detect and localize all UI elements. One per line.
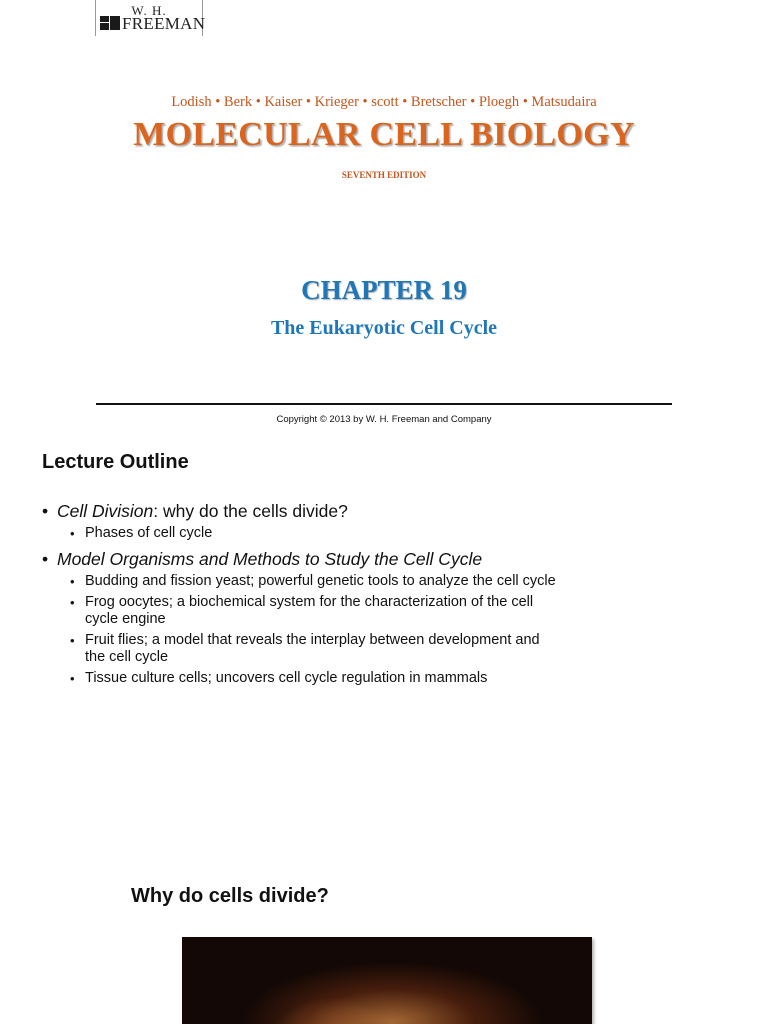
logo-line1: W. H. <box>131 3 167 18</box>
bullet: • <box>42 501 49 521</box>
bullet: • <box>70 633 75 648</box>
outline-subitem-text: Fruit flies; a model that reveals the interplay between development and the cell cycle <box>85 632 540 665</box>
outline-subitem <box>70 573 562 590</box>
slide3-title: Why do cells divide? <box>131 885 329 907</box>
outline-list <box>42 500 562 693</box>
outline-subitem <box>70 525 562 542</box>
chapter-number: CHAPTER 19 <box>301 275 467 305</box>
outline-subitem-text: Frog oocytes; a biochemical system for the characterization of the cell cycle engine <box>85 594 534 627</box>
outline-subitem <box>70 594 562 628</box>
bullet: • <box>70 671 75 686</box>
outline-subitem-text: Budding and fission yeast; powerful genetic tools to analyze the cell cycle <box>85 573 556 589</box>
outline-subitem <box>70 670 562 687</box>
outline-item-text: : why do the cells divide? <box>153 501 348 521</box>
bullet: • <box>70 574 75 589</box>
copyright: Copyright © 2013 by W. H. Freeman and Company <box>276 414 492 425</box>
divider <box>96 403 672 405</box>
outline-item-emphasis: Model Organisms and Methods to Study the Cell Cycle <box>57 549 483 569</box>
outline-item <box>42 548 562 570</box>
outline-subitem-text: Tissue culture cells; uncovers cell cycle regulation in mammals <box>85 670 488 686</box>
outline-title: Lecture Outline <box>42 451 189 473</box>
chapter-title: The Eukaryotic Cell Cycle <box>270 317 498 339</box>
authors: Lodish • Berk • Kaiser • Krieger • scott • Bretscher • Ploegh • Matsudaira <box>171 94 597 110</box>
bullet: • <box>70 526 75 541</box>
freeman-mark-icon <box>100 16 120 30</box>
outline-item <box>42 500 562 522</box>
publisher-logo <box>95 0 206 36</box>
edition-label: SEVENTH EDITION <box>341 170 427 180</box>
bullet: • <box>70 595 75 610</box>
logo-line2: FREEMAN <box>122 14 206 33</box>
outline-subitem-text: Phases of cell cycle <box>85 525 213 541</box>
outline-subitem <box>70 632 562 666</box>
cell-micrograph-image <box>182 937 592 1024</box>
bullet: • <box>42 549 49 569</box>
outline-item-emphasis: Cell Division <box>57 501 154 521</box>
book-title: MOLECULAR CELL BIOLOGY <box>133 116 635 153</box>
